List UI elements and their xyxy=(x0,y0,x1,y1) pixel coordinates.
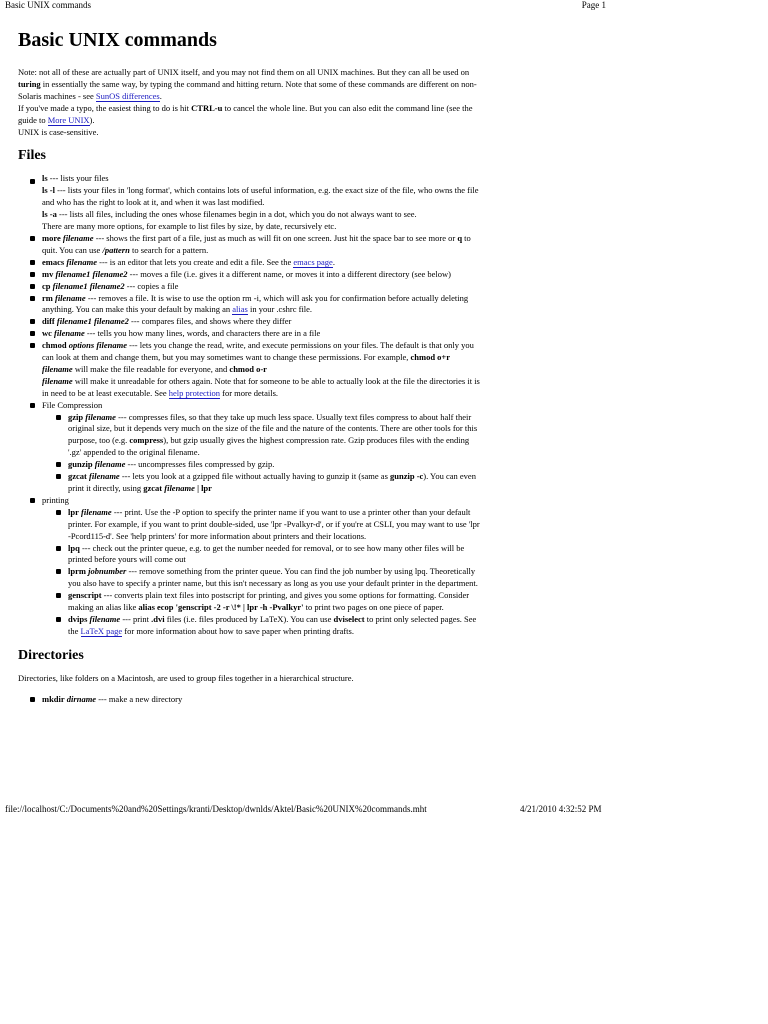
list-item-lpr: lpr filename --- print. Use the -P option to specify the printer name if you want to use a printer other than your default printer. For example, if you want to print double-sided, use 'lpr -Pvalkyr-d', or if you're at CSLI, you may want to use 'lpr -Pcord115-d'. See 'help printers' for more information about printers and their locations. xyxy=(56,507,480,543)
list-item-mkdir: mkdir dirname --- make a new directory xyxy=(30,694,480,706)
list-item-rm: rm filename --- removes a file. It is wise to use the option rm -i, which will ask you for confirmation before actually deleting anything. You can make this your default by making an alias in your .cshrc file. xyxy=(30,293,480,317)
bullet-icon xyxy=(56,474,61,479)
bullet-icon xyxy=(30,179,35,184)
bullet-icon xyxy=(30,319,35,324)
bullet-icon xyxy=(56,546,61,551)
list-item-mv: mv filename1 filename2 --- moves a file (i.e. gives it a different name, or moves it into a different directory (see below) xyxy=(30,269,480,281)
emacs-page-link[interactable]: emacs page xyxy=(293,256,333,267)
list-item-lprm: lprm jobnumber --- remove something from the printer queue. You can find the job number by using lpq. Theoretically you also have to specify a printer name, but this isn't necessary as long as you use your default printer in the department. xyxy=(56,566,480,590)
intro-paragraph: Note: not all of these are actually part of UNIX itself, and you may not find them on all UNIX machines. But they can all be used on turing in essentially the same way, by typing the command and hitting return. Note that some of these commands are different on non-Solaris machines - see SunOS differences. If you've made a typo, the easiest thing to do is hit CTRL-u to cancel the whole line. But you can also edit the command line (see the guide to More UNIX). UNIX is case-sensitive. xyxy=(18,67,477,137)
bullet-icon xyxy=(30,343,35,348)
alias-link[interactable]: alias xyxy=(232,304,248,315)
compression-list xyxy=(56,412,480,495)
more-unix-link[interactable]: More UNIX xyxy=(47,114,90,125)
bullet-icon xyxy=(56,510,61,515)
document-body xyxy=(18,28,480,706)
bullet-icon xyxy=(56,415,61,420)
files-heading: Files xyxy=(18,148,46,164)
bullet-icon xyxy=(30,272,35,277)
list-item-more: more filename --- shows the first part of a file, just as much as will fit on one screen. Just hit the space bar to see more or q to quit. You can use /pattern to search for a pattern. xyxy=(30,233,480,257)
page-title: Basic UNIX commands xyxy=(18,29,217,51)
list-item-emacs: emacs filename --- is an editor that lets you create and edit a file. See the emacs page. xyxy=(30,257,480,269)
bullet-icon xyxy=(56,593,61,598)
bullet-icon xyxy=(56,617,61,622)
bullet-icon xyxy=(30,403,35,408)
bullet-icon xyxy=(30,296,35,301)
bullet-icon xyxy=(30,498,35,503)
bullet-icon xyxy=(30,697,35,702)
directories-heading: Directories xyxy=(18,647,84,663)
print-footer-timestamp: 4/21/2010 4:32:52 PM xyxy=(520,804,602,814)
sunos-differences-link[interactable]: SunOS differences xyxy=(95,90,160,101)
list-item-gzip: gzip filename --- compresses files, so that they take up much less space. Usually text files compress to about half their original size, but it depends very much on the size of the file and the nature of the contents. There are other tools for this purpose, too (e.g. compress), but gzip usually gives the highest compression rate. Gzip produces files with the ending '.gz' appended to the original filename. xyxy=(56,412,480,460)
files-list xyxy=(30,173,480,637)
list-item-cp: cp filename1 filename2 --- copies a file xyxy=(30,281,480,293)
bullet-icon xyxy=(30,236,35,241)
help-protection-link[interactable]: help protection xyxy=(168,387,220,398)
list-item-chmod: chmod options filename --- lets you change the read, write, and execute permissions on your files. The default is that only you can look at them and change them, but you may sometimes want to change these permissions. For example, chmod o+r filename will make the file readable for everyone, and chmod o-r filename will make it unreadable for others again. Note that for someone to be able to actually look at the file the directories it is in need to be at least executable. See help protection for more details. xyxy=(30,340,480,400)
bullet-icon xyxy=(56,569,61,574)
list-item-dvips: dvips filename --- print .dvi files (i.e. files produced by LaTeX). You can use dviselect to print only selected pages. See the LaTeX page for more information about how to save paper when printing drafts. xyxy=(56,614,480,638)
latex-page-link[interactable]: LaTeX page xyxy=(80,625,123,636)
bullet-icon xyxy=(30,260,35,265)
list-item-genscript: genscript --- converts plain text files into postscript for printing, and gives you some options for formatting. Consider making an alias like alias ecop 'genscript -2 -r \!* | lpr -h -Pvalkyr' to print two pages on one piece of paper. xyxy=(56,590,480,614)
list-item-compression: File Compression gzip filename --- compresses files, so that they take up much less space. Usually text files compress to about half their original size, but it depends very much on the size of the file and the nature of the contents. There are other tools for this purpose, too (e.g. compress), but gzip usually gives the highest compression rate. Gzip produces files with the ending '.gz' appended to the original filename. gunzip filename --- uncompresses files compressed by gzip. gzcat filename --- lets you look at a gzipped file without actually having to gunzip it (same as gunzip -c). You can even print it directly, using gzcat filename | lpr xyxy=(30,400,480,495)
list-item-wc: wc filename --- tells you how many lines, words, and characters there are in a file xyxy=(30,328,480,340)
list-item-diff: diff filename1 filename2 --- compares files, and shows where they differ xyxy=(30,316,480,328)
bullet-icon xyxy=(30,284,35,289)
directories-list xyxy=(30,694,480,706)
list-item-gzcat: gzcat filename --- lets you look at a gzipped file without actually having to gunzip it (same as gunzip -c). You can even print it directly, using gzcat filename | lpr xyxy=(56,471,480,495)
printing-list xyxy=(56,507,480,638)
print-footer-path: file://localhost/C:/Documents%20and%20Settings/kranti/Desktop/dwnlds/Aktel/Basic%20UNIX%20commands.mht xyxy=(5,804,427,814)
list-item-printing: printing lpr filename --- print. Use the -P option to specify the printer name if you want to use a printer other than your default printer. For example, if you want to print double-sided, use 'lpr -Pvalkyr-d', or if you're at CSLI, you may want to use 'lpr -Pcord115-d'. See 'help printers' for more information about printers and their locations. lpq --- check out the printer queue, e.g. to get the number needed for removal, or to see how many other files will be printed before yours will come out lprm jobnumber --- remove something from the printer queue. You can find the job number by using lpq. Theoretically you also have to specify a printer name, but this isn't necessary as long as you use your default printer in the department. genscript --- converts plain text files into postscript for printing, and gives you some options for formatting. Consider making an alias like alias ecop 'genscript -2 -r \!* | lpr -h -Pvalkyr' to print two pages on one piece of paper. dvips filename --- print .dvi files (i.e. files produced by LaTeX). You can use dviselect to print only selected pages. See the LaTeX page for more information about how to save paper when printing drafts. xyxy=(30,495,480,638)
directories-intro: Directories, like folders on a Macintosh, are used to group files together in a hierarchical structure. xyxy=(18,672,354,683)
list-item-lpq: lpq --- check out the printer queue, e.g. to get the number needed for removal, or to see how many other files will be printed before yours will come out xyxy=(56,543,480,567)
bullet-icon xyxy=(30,331,35,336)
print-header-title: Basic UNIX commands xyxy=(5,0,91,10)
bullet-icon xyxy=(56,462,61,467)
list-item-gunzip: gunzip filename --- uncompresses files compressed by gzip. xyxy=(56,459,480,471)
print-header-page: Page 1 xyxy=(581,0,606,10)
list-item-ls: ls --- lists your files ls -l --- lists your files in 'long format', which contains lots of useful information, e.g. the exact size of the file, who owns the file and who has the right to look at it, and when it was last modified. ls -a --- lists all files, including the ones whose filenames begin in a dot, which you do not always want to see. There are many more options, for example to list files by size, by date, recursively etc. xyxy=(30,173,480,233)
